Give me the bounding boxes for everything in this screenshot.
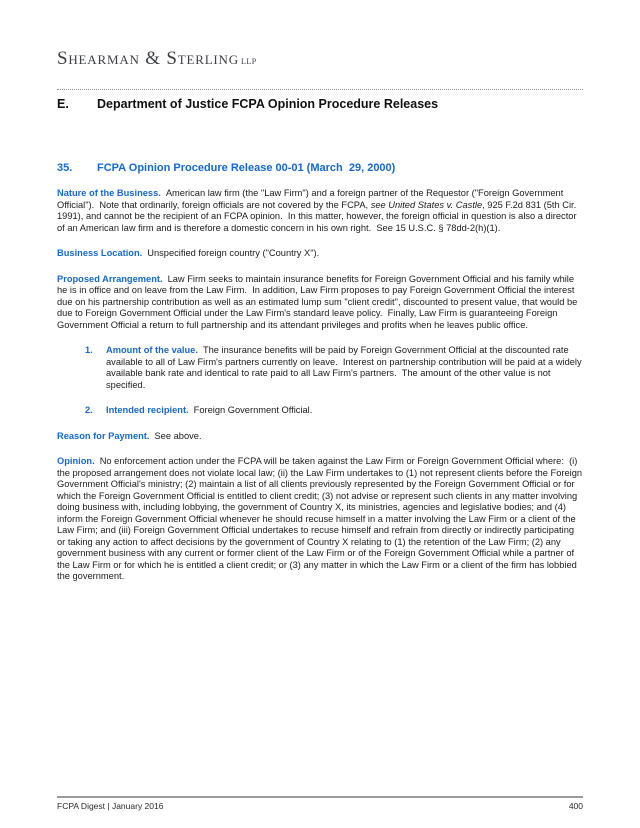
- firm-name: Shearman & Sterling: [57, 48, 239, 69]
- firm-llp-suffix: LLP: [240, 57, 257, 66]
- list-item-label: Intended recipient.: [106, 405, 189, 415]
- business-location-paragraph: [57, 248, 583, 260]
- list-item-body: [106, 345, 583, 391]
- nature-text-before-citation: American law firm (the "Law Firm") and a foreign partner of the Requestor ("Foreign Government Official"). Note that ordinarily, foreign officials are not covered by the FCPA,: [57, 188, 566, 210]
- firm-logo: [57, 48, 583, 73]
- header-divider: [57, 89, 583, 90]
- section-title: Department of Justice FCPA Opinion Procedure Releases: [97, 97, 439, 111]
- nature-of-business-label: Nature of the Business.: [57, 188, 161, 198]
- list-item-text: Foreign Government Official.: [193, 405, 313, 415]
- letterhead: [57, 48, 583, 112]
- section-heading: [57, 97, 583, 112]
- footer-page-number: 400: [568, 801, 583, 811]
- list-item-text: The insurance benefits will be paid by Foreign Government Official at the discounted rate available to all of Law Firm's partners currently on leave. Interest on partnership contribution will be paid at a widely available bank rate and identical to rate paid to all Law Firm's partners. The amount of the other value is not specified.: [106, 345, 585, 390]
- list-item-number: 2.: [85, 405, 93, 415]
- page-footer: [57, 796, 583, 811]
- document-body: [57, 162, 583, 583]
- reason-for-payment-text: See above.: [154, 430, 202, 441]
- list-item: [85, 405, 583, 417]
- footer-publication: FCPA Digest | January 2016: [57, 801, 164, 811]
- business-location-label: Business Location.: [57, 248, 143, 258]
- list-item-body: [106, 405, 583, 417]
- list-item: [85, 345, 583, 391]
- section-number: E.: [57, 97, 69, 111]
- release-title: FCPA Opinion Procedure Release 00-01 (March 29, 2000): [97, 162, 396, 174]
- opinion-text: No enforcement action under the FCPA will be taken against the Law Firm or Foreign Government Official where: (i) the proposed arrangement does not violate local law; (ii) the Law Firm undertakes to (1) not represent clients before the Foreign Government Official's ministry; (2) maintain a list of all clients previously represented by the Foreign Government Official or for which the Foreign Government Official is entitled to client credit; (3) not advise or represent such clients in any matter involving doing business with, including lobbying, the government of Country X, its ministries, agencies and legislative bodies; and (4) inform the Foreign Government Official whenever he should recuse himself in a matter involving the Law Firm or a client of the Law Firm; and (iii) Foreign Government Official undertakes to recuse himself and refrain from directly or indirectly participating or taking any action to affect decisions by the government of Country X relating to (1) the retention of the Law Firm; (2) any government business with any current or former client of the Law Firm or of the Foreign Government Official while a partner of the Law Firm or for which he is entitled a client credit; or (3) any matter in which the Law Firm or a client of the firm has lobbied the government.: [57, 456, 585, 581]
- nature-of-business-paragraph: [57, 188, 583, 234]
- opinion-paragraph: [57, 456, 583, 583]
- case-citation: see United States v. Castle: [370, 199, 483, 210]
- opinion-label: Opinion.: [57, 456, 95, 466]
- release-number: 35.: [57, 162, 73, 174]
- business-location-text: Unspecified foreign country ("Country X").: [147, 248, 320, 258]
- list-item-number: 1.: [85, 345, 93, 355]
- reason-for-payment-label: Reason for Payment.: [57, 430, 150, 441]
- release-heading: [57, 162, 583, 175]
- proposed-arrangement-label: Proposed Arrangement.: [57, 273, 163, 284]
- proposed-arrangement-text: Law Firm seeks to maintain insurance benefits for Foreign Government Official and his family while he is in office and on leave from the Law Firm. In addition, Law Firm proposes to pay Foreign Government Official the interest due on his partnership contribution as well as an estimated lump sum "client credit", discounted to present value, that would be due to Foreign Government Official under the Law Firm's standard leave policy. Finally, Law Firm is guaranteeing Foreign Government Official a return to full partnership and its attendant privileges and profits when he leaves public office.: [57, 273, 580, 330]
- nature-text-after-citation: , 925 F.2d 831 (5th Cir. 1991), and cannot be the recipient of an FCPA opinion. In this matter, however, the foreign official in question is also a director of an American law firm and is therefore a domestic concern in his own right. See 15 U.S.C. § 78dd-2(h)(1).: [57, 199, 580, 233]
- reason-for-payment-paragraph: [57, 431, 583, 443]
- proposed-arrangement-paragraph: [57, 274, 583, 332]
- list-item-label: Amount of the value.: [106, 345, 198, 355]
